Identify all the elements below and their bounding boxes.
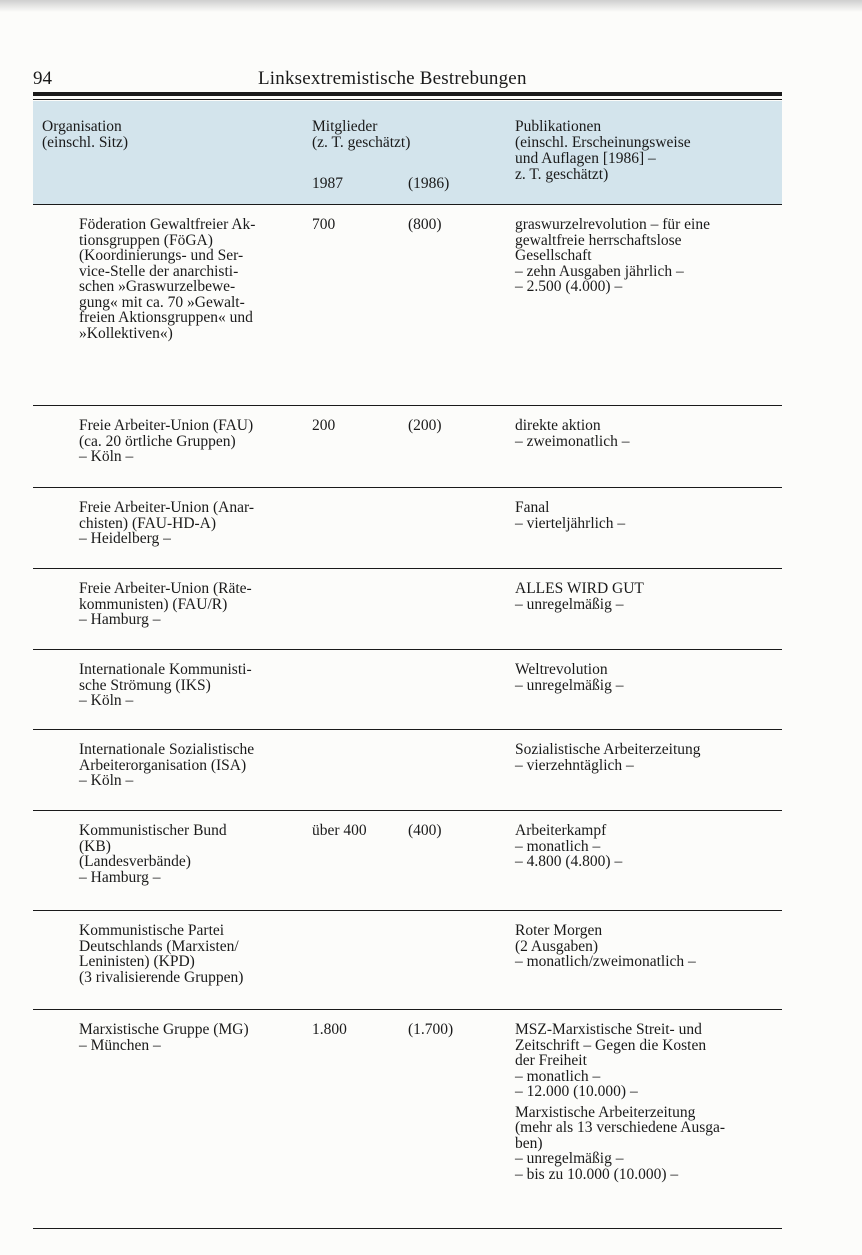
organisation-line: (Landesverbände) (79, 853, 191, 870)
publications-cell (515, 581, 785, 612)
col-header-year-1986: (1986) (408, 175, 450, 192)
organisation-line: (Koordinierungs- und Ser- (79, 247, 244, 264)
organisation-line: – Köln – (79, 772, 134, 789)
organisation-line: Kommunistischer Bund (79, 822, 227, 839)
publication-entry (515, 742, 785, 773)
members-1987-cell: 1.800 (312, 1021, 347, 1038)
publication-line: – 12.000 (10.000) – (515, 1083, 638, 1100)
organisation-line: Freie Arbeiter-Union (FAU) (79, 417, 254, 434)
organisation-cell (79, 217, 309, 341)
publication-line: – unregelmäßig – (515, 595, 624, 613)
publication-line: Roter Morgen (515, 922, 603, 939)
publication-line: Weltrevolution (515, 661, 608, 678)
col-header-line: Organisation (42, 118, 122, 135)
table-row (33, 650, 782, 730)
organisation-line: Kommunistische Partei (79, 922, 225, 939)
publications-cell (515, 742, 785, 773)
table-row (33, 730, 782, 811)
members-1986-cell: (200) (408, 417, 442, 434)
scan-edge (0, 0, 862, 12)
table-row (33, 811, 782, 911)
organisation-cell (79, 418, 309, 465)
publications-cell (515, 923, 785, 970)
publication-line: – unregelmäßig – (515, 1150, 624, 1167)
organisation-line: Leninisten) (KPD) (79, 953, 195, 970)
publication-line: gewaltfreie herrschaftslose (515, 231, 682, 249)
organisation-line: Internationale Sozialistische (79, 741, 255, 758)
col-header-publications (515, 119, 691, 183)
organisation-line: – Hamburg – (79, 868, 161, 886)
publication-line: Marxistische Arbeiterzeitung (515, 1103, 696, 1121)
organisation-line: – Köln – (79, 692, 134, 709)
col-header-members (312, 119, 410, 151)
members-1987-cell: 200 (312, 417, 336, 434)
publication-line: – unregelmäßig – (515, 676, 624, 694)
publication-entry (515, 418, 785, 449)
publication-entry (515, 1022, 785, 1100)
table-header (33, 101, 782, 204)
publication-entry (515, 581, 785, 612)
members-1986-cell: (800) (408, 216, 442, 233)
organisation-cell (79, 742, 309, 789)
publication-line: – 2.500 (4.000) – (515, 278, 623, 295)
col-header-organisation (42, 119, 128, 151)
organisation-line: Arbeiterorganisation (ISA) (79, 756, 247, 774)
publication-line: der Freiheit (515, 1052, 587, 1069)
publication-line: – 4.800 (4.800) – (515, 853, 623, 870)
publication-line: – zweimonatlich – (515, 432, 630, 450)
publication-line: – vierzehntäglich – (515, 756, 634, 774)
publication-line: (2 Ausgaben) (515, 937, 599, 955)
publication-line: Arbeiterkampf (515, 822, 607, 839)
table-row (33, 911, 782, 1010)
publication-line: – bis zu 10.000 (10.000) – (515, 1165, 679, 1183)
organisation-line: schen »Graswurzelbewe- (79, 278, 236, 295)
col-header-line: Publikationen (515, 118, 602, 135)
publication-entry (515, 500, 785, 531)
publication-line: ALLES WIRD GUT (515, 580, 644, 597)
organisation-line: Marxistische Gruppe (MG) (79, 1021, 249, 1038)
publication-line: Sozialistische Arbeiterzeitung (515, 741, 701, 758)
members-1986-cell: (400) (408, 822, 442, 839)
organisation-line: – Köln – (79, 448, 134, 465)
header-rule-thick (33, 92, 782, 96)
organisation-line: freien Aktionsgruppen« und (79, 309, 253, 326)
organisation-cell (79, 581, 309, 628)
page-title: Linksextremistische Bestrebungen (258, 68, 527, 89)
publication-line: Gesellschaft (515, 247, 592, 264)
publication-line: – monatlich – (515, 837, 601, 855)
organisation-line: kommunisten) (FAU/R) (79, 595, 228, 613)
publication-line: – monatlich/zweimonatlich – (515, 953, 696, 970)
organisation-line: chisten) (FAU-HD-A) (79, 514, 217, 532)
publication-entry (515, 662, 785, 693)
publications-cell (515, 500, 785, 531)
organisation-line: Internationale Kommunisti- (79, 661, 252, 678)
table-row (33, 205, 782, 406)
organisation-line: – München – (79, 1036, 161, 1054)
organisations-table (33, 205, 782, 1229)
publication-line: graswurzelrevolution – für eine (515, 216, 710, 233)
organisation-line: Deutschlands (Marxisten/ (79, 937, 239, 955)
organisation-line: »Kollektiven«) (79, 324, 173, 342)
organisation-line: tionsgruppen (FöGA) (79, 231, 213, 249)
col-header-line: Mitglieder (312, 118, 378, 135)
publication-line: direkte aktion (515, 417, 601, 434)
publication-line: (mehr als 13 verschiedene Ausga- (515, 1119, 726, 1136)
running-header (33, 66, 782, 92)
col-header-line: (einschl. Sitz) (42, 134, 129, 151)
publication-line: Zeitschrift – Gegen die Kosten (515, 1036, 707, 1054)
members-1986-cell: (1.700) (408, 1021, 454, 1038)
organisation-line: Freie Arbeiter-Union (Räte- (79, 580, 252, 597)
members-1987-cell: 700 (312, 216, 336, 233)
header-rule-thin (33, 99, 782, 100)
organisation-cell (79, 923, 309, 985)
organisation-line: sche Strömung (IKS) (79, 676, 211, 694)
organisation-line: – Hamburg – (79, 611, 161, 628)
organisation-cell (79, 662, 309, 709)
table-row (33, 569, 782, 650)
col-header-year-1987: 1987 (312, 175, 343, 192)
col-header-line: und Auflagen [1986] – (515, 150, 656, 167)
publications-cell (515, 1022, 785, 1182)
organisation-line: gung« mit ca. 70 »Gewalt- (79, 293, 245, 311)
organisation-line: Freie Arbeiter-Union (Anar- (79, 499, 254, 516)
organisation-cell (79, 500, 309, 547)
organisation-line: – Heidelberg – (79, 530, 171, 547)
publication-line: ben) (515, 1134, 543, 1152)
table-row (33, 1010, 782, 1229)
organisation-line: (KB) (79, 837, 111, 855)
publication-line: – monatlich – (515, 1067, 601, 1085)
publications-cell (515, 823, 785, 870)
publications-cell (515, 662, 785, 693)
organisation-line: (3 rivalisierende Gruppen) (79, 968, 244, 986)
col-header-line: (z. T. geschätzt) (312, 134, 411, 151)
organisation-line: Föderation Gewaltfreier Ak- (79, 216, 256, 233)
page-number: 94 (33, 68, 52, 89)
publication-line: – zehn Ausgaben jährlich – (515, 262, 684, 280)
organisation-cell (79, 1022, 309, 1053)
table-row (33, 406, 782, 488)
publication-entry (515, 923, 785, 970)
col-header-line: (einschl. Erscheinungsweise (515, 134, 691, 151)
publication-entry (515, 823, 785, 870)
publication-entry (515, 217, 785, 295)
publications-cell (515, 217, 785, 295)
table-row (33, 488, 782, 569)
publication-line: Fanal (515, 499, 550, 516)
organisation-line: (ca. 20 örtliche Gruppen) (79, 432, 236, 450)
organisation-line: vice-Stelle der anarchisti- (79, 262, 239, 280)
publication-line: – vierteljährlich – (515, 514, 626, 532)
publications-cell (515, 418, 785, 449)
publication-entry (515, 1105, 785, 1183)
organisation-cell (79, 823, 309, 885)
col-header-line: z. T. geschätzt) (515, 166, 609, 183)
members-1987-cell: über 400 (312, 822, 367, 839)
publication-line: MSZ-Marxistische Streit- und (515, 1021, 702, 1038)
